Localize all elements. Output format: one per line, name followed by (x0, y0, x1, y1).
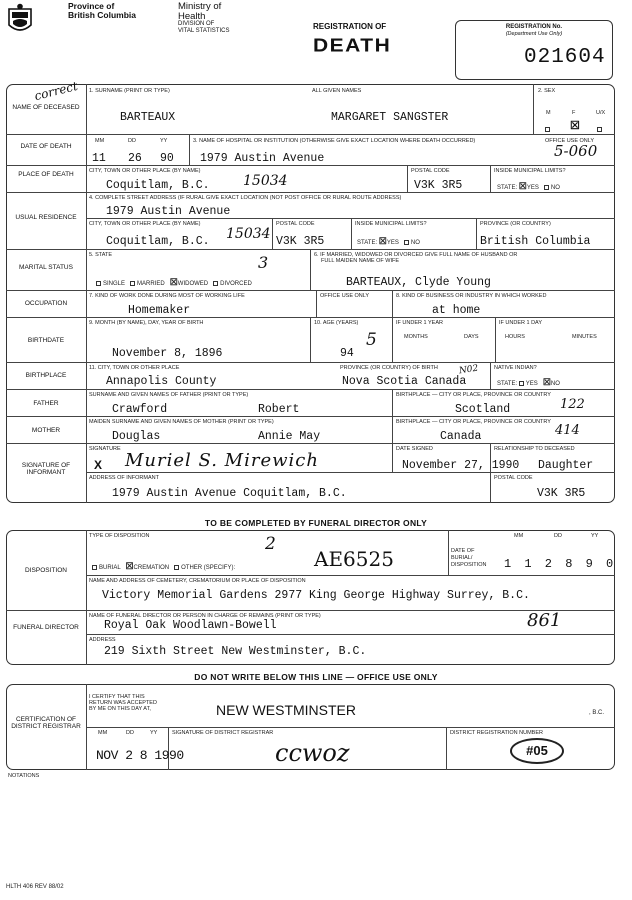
mother-surname: Douglas (112, 430, 161, 443)
residence-no-label: NO (410, 240, 420, 246)
under-year-label: IF UNDER 1 YEAR (396, 320, 443, 326)
date-signed-value: November 27, 1990 (402, 459, 520, 472)
business-label: 8. KIND OF BUSINESS OR INDUSTRY IN WHICH WORKED (396, 293, 547, 299)
funeral-director-label: NAME OF FUNERAL DIRECTOR OR PERSON IN CHARGE OF REMAINS (PRINT OR TYPE) (89, 613, 321, 619)
registration-of-label: REGISTRATION OF (313, 22, 387, 31)
native-no-label: NO (550, 381, 560, 387)
residence-municipal-no-checkbox[interactable] (404, 240, 409, 245)
mother-birthplace-label: BIRTHPLACE — CITY OR PLACE, PROVINCE OR COUNTRY (396, 419, 551, 425)
death-postal-label: POSTAL CODE (411, 168, 450, 174)
residence-yes-label: YES (386, 240, 399, 246)
marital-state-label: 5. STATE (89, 252, 113, 258)
disposition-date-label2: BURIAL/ (451, 555, 473, 561)
reg-no-value: 021604 (524, 46, 606, 69)
birthdate-section: BIRTHDATE (27, 337, 65, 344)
sex-m-label: M (546, 110, 551, 116)
reg-no-label: REGISTRATION No. (505, 24, 563, 30)
disposition-date-digits: 1 1 2 8 9 0 (504, 557, 617, 571)
death-city-value: Coquitlam, B.C. (106, 179, 210, 192)
work-label: 7. KIND OF WORK DONE DURING MOST OF WORKING LIFE (89, 293, 245, 299)
age-code: 5 (366, 330, 377, 350)
given-names-value: MARGARET SANGSTER (331, 111, 449, 124)
father-surname: Crawford (112, 403, 168, 416)
death-city-label: CITY, TOWN OR OTHER PLACE (BY NAME) (89, 168, 201, 174)
date-signed-label: DATE SIGNED (396, 446, 433, 452)
funeral-director-section: FUNERAL DIRECTOR (13, 624, 79, 631)
father-birthplace: Scotland (455, 403, 511, 416)
native-yes-checkbox[interactable] (519, 381, 524, 386)
mother-birthplace: Canada (440, 430, 482, 443)
father-birthplace-label: BIRTHPLACE — CITY OR PLACE, PROVINCE OR COUNTRY (396, 392, 551, 398)
registration-number-box (455, 20, 613, 80)
place-of-death-section: PLACE OF DEATH (18, 171, 74, 178)
native-yes-label: YES (525, 381, 538, 387)
cemetery-value: Victory Memorial Gardens 2977 King George Highway Surrey, B.C. (102, 589, 530, 602)
death-month: 11 (92, 152, 106, 165)
surname-label: 1. SURNAME (PRINT OR TYPE) (89, 88, 170, 94)
death-yy-label: YY (160, 138, 168, 144)
form-title: DEATH (313, 35, 392, 56)
marital-status-section: MARITAL STATUS (19, 264, 73, 271)
signature-label: SIGNATURE (89, 446, 121, 452)
sex-m-checkbox[interactable] (545, 121, 552, 139)
residence-city-label: CITY, TOWN OR OTHER PLACE (BY NAME) (89, 221, 201, 227)
sex-ux-label: U/X (596, 110, 606, 116)
residence-state-label: STATE: (357, 240, 378, 246)
province-crest-icon (7, 3, 33, 35)
informant-address-label: ADDRESS OF INFORMANT (89, 475, 159, 481)
informant-postal-label: POSTAL CODE (494, 475, 533, 481)
funeral-banner: TO BE COMPLETED BY FUNERAL DIRECTOR ONLY (204, 518, 428, 528)
informant-signature: Muriel S. Mirewich (125, 450, 319, 471)
residence-street-value: 1979 Austin Avenue (106, 205, 231, 218)
surname-value: BARTEAUX (120, 111, 176, 124)
death-state-label: STATE: (497, 185, 518, 191)
sex-f-label: F (572, 110, 576, 116)
cert-label-line2: RETURN WAS ACCEPTED (89, 700, 157, 706)
office-yy-label: YY (150, 730, 158, 736)
death-day: 26 (128, 152, 142, 165)
age-label: 10. AGE (YEARS) (314, 320, 359, 326)
birthdate-label: 9. MONTH (BY NAME), DAY, YEAR OF BIRTH (89, 320, 204, 326)
disposition-date-label1: DATE OF (451, 548, 475, 554)
death-postal-value: V3K 3R5 (414, 179, 463, 192)
reg-no-sublabel: (Department Use Only) (505, 31, 563, 37)
sex-ux-checkbox[interactable] (597, 121, 604, 139)
spouse-value: BARTEAUX, Clyde Young (346, 276, 491, 289)
cremation-label: CREMATION (133, 565, 170, 571)
office-code-handwritten: 5-060 (554, 142, 598, 160)
notations-label: NOTATIONS (8, 773, 40, 779)
marital-widowed-checkbox[interactable]: ☒ (169, 277, 178, 287)
sex-f-checkbox[interactable]: ☒ (570, 120, 580, 132)
days-label: DAYS (464, 334, 479, 340)
marital-married-label: MARRIED (137, 281, 165, 287)
hours-label: HOURS (505, 334, 525, 340)
death-dd-label: DD (128, 138, 136, 144)
cemetery-label: NAME AND ADDRESS OF CEMETERY, CREMATORIUM OR PLACE OF DISPOSITION (89, 578, 306, 584)
registrar-signature: ccwoz (275, 739, 350, 767)
relationship-value: Daughter (538, 459, 594, 472)
residence-province-label: PROVINCE (OR COUNTRY) (480, 221, 551, 227)
marital-married-checkbox[interactable] (130, 281, 135, 286)
spouse-label-line1: 6. IF MARRIED, WIDOWED OR DIVORCED GIVE FULL NAME OF HUSBAND OR (314, 252, 518, 258)
birthplace-city-label: 11. CITY, TOWN OR OTHER PLACE (89, 365, 180, 371)
birthplace-province-label: PROVINCE (OR COUNTRY) OF BIRTH (340, 365, 438, 371)
funeral-address-value: 219 Sixth Street New Westminster, B.C. (104, 645, 367, 658)
occupation-section: OCCUPATION (24, 300, 68, 307)
residence-street-label: 4. COMPLETE STREET ADDRESS (IF RURAL GIVE EXACT LOCATION (NOT POST OFFICE OR RURAL ROUTE ADDRESS) (89, 195, 402, 201)
death-municipal-yes-checkbox[interactable]: ☒ (518, 181, 527, 191)
under-day-label: IF UNDER 1 DAY (499, 320, 542, 326)
certification-section: CERTIFICATION OF DISTRICT REGISTRAR (11, 716, 81, 730)
death-municipal-no-checkbox[interactable] (544, 185, 549, 190)
disposition-date-label3: DISPOSITION (451, 562, 487, 568)
residence-province-value: British Columbia (480, 235, 591, 248)
birthplace-city-value: Annapolis County (106, 375, 217, 388)
marital-single-label: SINGLE (103, 281, 126, 287)
disposition-section: DISPOSITION (25, 567, 67, 574)
cert-label-line3: BY ME ON THIS DAY AT, (89, 706, 151, 712)
district-regno-label: DISTRICT REGISTRATION NUMBER (450, 730, 543, 736)
informant-section: SIGNATURE OF INFORMANT (21, 462, 71, 476)
margin-note: correct (32, 78, 80, 104)
burial-label: BURIAL (99, 565, 121, 571)
registrar-place: NEW WESTMINSTER (216, 702, 356, 718)
death-mm-label: MM (95, 138, 105, 144)
registrar-signature-label: SIGNATURE OF DISTRICT REGISTRAR (172, 730, 274, 736)
marital-divorced-checkbox[interactable] (213, 281, 218, 286)
spouse-label-line2: FULL MAIDEN NAME OF WIFE (321, 258, 400, 264)
form-code: HLTH 406 REV 88/02 (6, 884, 64, 890)
other-label: OTHER (SPECIFY): (181, 565, 236, 571)
residence-postal-label: POSTAL CODE (276, 221, 315, 227)
death-municipal-label: INSIDE MUNICIPAL LIMITS? (494, 168, 566, 174)
disposition-permit: AE6525 (314, 547, 394, 571)
father-given: Robert (258, 403, 300, 416)
native-label: NATIVE INDIAN? (494, 365, 537, 371)
marital-divorced-label: DIVORCED (220, 281, 252, 287)
usual-residence-section: USUAL RESIDENCE (15, 214, 77, 221)
father-code: 122 (560, 397, 585, 412)
funeral-address-label: ADDRESS (89, 637, 116, 643)
office-use-label: OFFICE USE ONLY (545, 138, 595, 144)
age-value: 94 (340, 347, 354, 360)
deceased-name-section: NAME OF DECEASED (12, 104, 80, 111)
funeral-director-code: 861 (527, 610, 562, 631)
occupation-office-label: OFFICE USE ONLY (320, 293, 370, 299)
birthdate-value: November 8, 1896 (112, 347, 223, 360)
mother-name-label: MAIDEN SURNAME AND GIVEN NAMES OF MOTHER (PRINT OR TYPE) (89, 419, 274, 425)
funeral-director-value: Royal Oak Woodlawn-Bowell (104, 619, 277, 632)
cert-label-line1: I CERTIFY THAT THIS (89, 694, 145, 700)
minutes-label: MINUTES (572, 334, 597, 340)
mother-section: MOTHER (31, 427, 61, 434)
district-number-stamp: #05 (510, 738, 564, 764)
office-stamp-date: NOV 2 8 1990 (96, 748, 184, 763)
business-value: at home (432, 304, 481, 317)
residence-municipal-label: INSIDE MUNICIPAL LIMITS? (355, 221, 427, 227)
death-yes-label: YES (526, 185, 539, 191)
residence-city-code: 15034 (226, 226, 271, 242)
death-year: 90 (160, 152, 174, 165)
father-section: FATHER (33, 400, 59, 407)
signature-x-mark: X (94, 458, 103, 472)
given-names-label: ALL GIVEN NAMES (312, 88, 362, 94)
province-name: Province of British Columbia (68, 1, 137, 20)
disposition-dd-label: DD (554, 533, 562, 539)
disposition-yy-label: YY (591, 533, 599, 539)
death-no-label: NO (550, 185, 560, 191)
relationship-label: RELATIONSHIP TO DECEASED (494, 446, 575, 452)
death-location: 1979 Austin Avenue (200, 152, 325, 165)
death-city-code: 15034 (243, 173, 288, 189)
disposition-type-label: TYPE OF DISPOSITION (89, 533, 150, 539)
father-name-label: SURNAME AND GIVEN NAMES OF FATHER (PRINT OR TYPE) (89, 392, 249, 398)
residence-postal-value: V3K 3R5 (276, 235, 325, 248)
residence-city-value: Coquitlam, B.C. (106, 235, 210, 248)
office-dd-label: DD (126, 730, 134, 736)
birthplace-province-code: N02 (458, 363, 479, 377)
disposition-type-code: 2 (265, 534, 276, 554)
office-mm-label: MM (98, 730, 108, 736)
months-label: MONTHS (404, 334, 428, 340)
residence-municipal-yes-checkbox[interactable]: ☒ (378, 236, 387, 246)
date-of-death-section: DATE OF DEATH (20, 143, 72, 150)
mother-given: Annie May (258, 430, 321, 443)
office-banner: DO NOT WRITE BELOW THIS LINE — OFFICE USE ONLY (194, 672, 438, 682)
registrar-bc: , B.C. (589, 710, 605, 716)
marital-state-code: 3 (258, 253, 269, 272)
burial-checkbox[interactable] (92, 565, 97, 570)
informant-address-value: 1979 Austin Avenue Coquitlam, B.C. (112, 487, 347, 500)
work-value: Homemaker (128, 304, 191, 317)
informant-postal-value: V3K 3R5 (537, 487, 586, 500)
other-checkbox[interactable] (174, 565, 179, 570)
marital-widowed-label: WIDOWED (177, 281, 209, 287)
native-no-checkbox[interactable]: ☒ (542, 377, 551, 387)
birthplace-province-value: Nova Scotia Canada (342, 375, 467, 388)
hospital-label: 3. NAME OF HOSPITAL OR INSTITUTION (OTHERWISE GIVE EXACT LOCATION WHERE DEATH OCCURRED) (193, 138, 476, 144)
ministry-name: Ministry of Health DIVISION OF VITAL STATISTICS (178, 1, 230, 34)
disposition-mm-label: MM (514, 533, 524, 539)
native-state-label: STATE: (497, 381, 518, 387)
marital-single-checkbox[interactable] (96, 281, 101, 286)
mother-code: 414 (555, 423, 580, 438)
birthplace-section: BIRTHPLACE (25, 372, 67, 379)
cremation-checkbox[interactable]: ☒ (125, 561, 134, 571)
sex-label: 2. SEX (538, 88, 556, 94)
